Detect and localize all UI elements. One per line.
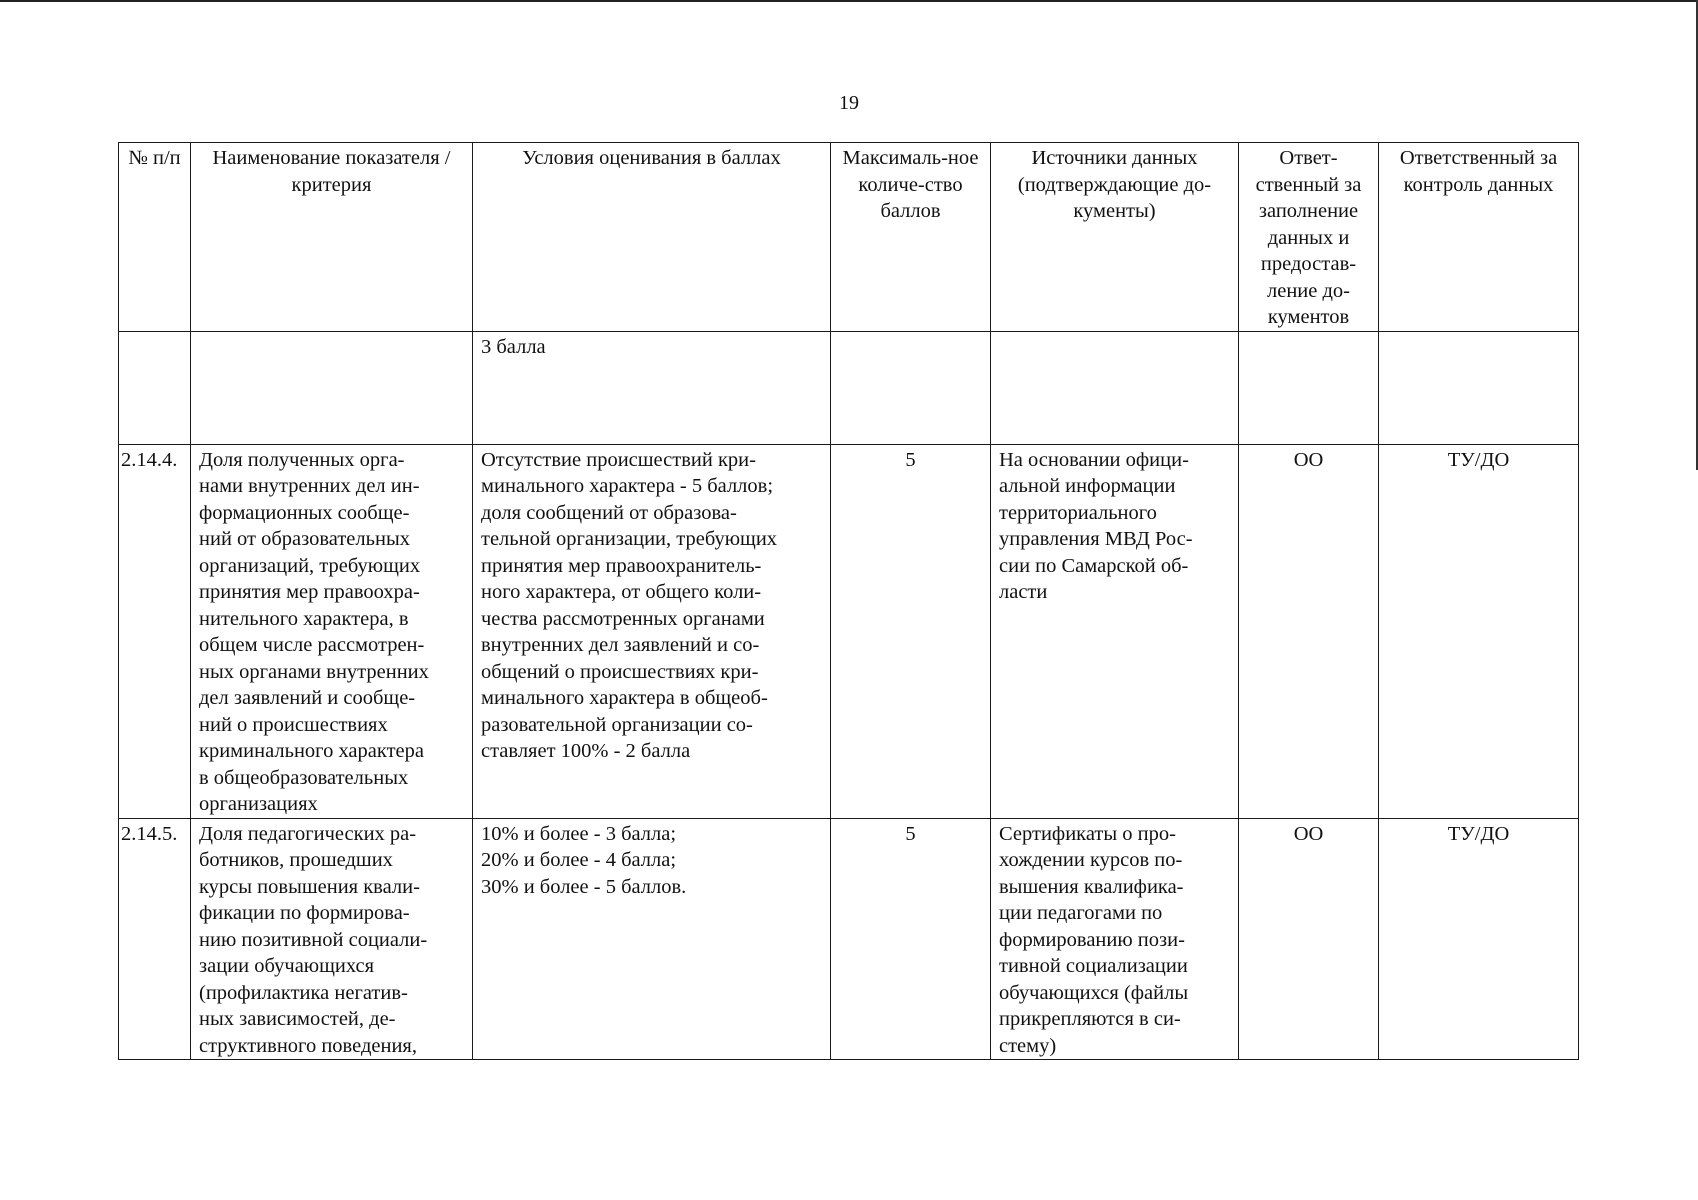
- cell-name: Доля полученных орга- нами внутренних дел ин- формационных сообще- ний от образовательных организаций, требующих принятия мер правоохра- нительного характера, в общем числе рассмотрен- ных органами внутренних дел заявлений и сообще- ний о происшествиях криминального характера в общеобразовательных организациях: [191, 444, 473, 818]
- page-number: 19: [839, 92, 859, 114]
- header-no: № п/п: [119, 143, 191, 332]
- cell-data-sources: [991, 331, 1239, 444]
- cell-no: 2.14.5.: [119, 818, 191, 1060]
- cell-conditions: 10% и более - 3 балла; 20% и более - 4 балла; 30% и более - 5 баллов.: [473, 818, 831, 1060]
- cell-no: [119, 331, 191, 444]
- header-conditions: Условия оценивания в баллах: [473, 143, 831, 332]
- table-header-row: [119, 143, 1579, 332]
- cell-conditions: 3 балла: [473, 331, 831, 444]
- cell-no: 2.14.4.: [119, 444, 191, 818]
- cell-data-sources: Сертификаты о про- хождении курсов по- вышения квалифика- ции педагогами по формированию пози- тивной социализации обучающихся (файлы прикрепляются в си- стему): [991, 818, 1239, 1060]
- cell-data-sources: На основании офици- альной информации территориального управления МВД Рос- сии по Самарской об- ласти: [991, 444, 1239, 818]
- header-data-sources: Источники данных (подтверждающие до-кументы): [991, 143, 1239, 332]
- cell-responsible-control: ТУ/ДО: [1379, 818, 1579, 1060]
- cell-responsible-filling: ОО: [1239, 444, 1379, 818]
- header-responsible-control: Ответственный за контроль данных: [1379, 143, 1579, 332]
- scan-edge-top: [0, 0, 1698, 2]
- cell-name: Доля педагогических ра- ботников, прошедших курсы повышения квали- фикации по формирова- нию позитивной социали- зации обучающихся (профилактика негатив- ных зависимостей, де- структивного поведения,: [191, 818, 473, 1060]
- table-row: [119, 331, 1579, 444]
- cell-max-points: 5: [831, 444, 991, 818]
- cell-responsible-control: [1379, 331, 1579, 444]
- cell-responsible-filling: [1239, 331, 1379, 444]
- header-max-points: Максималь-ное количе-ство баллов: [831, 143, 991, 332]
- cell-responsible-control: ТУ/ДО: [1379, 444, 1579, 818]
- cell-max-points: 5: [831, 818, 991, 1060]
- header-responsible-filling: Ответ-ственный за заполнение данных и предостав-ление до-кументов: [1239, 143, 1379, 332]
- criteria-table: [118, 142, 1579, 1060]
- table-row: [119, 818, 1579, 1060]
- cell-max-points: [831, 331, 991, 444]
- cell-name: [191, 331, 473, 444]
- header-name: Наименование показателя / критерия: [191, 143, 473, 332]
- cell-responsible-filling: ОО: [1239, 818, 1379, 1060]
- table-row: [119, 444, 1579, 818]
- cell-conditions: Отсутствие происшествий кри- минального характера - 5 баллов; доля сообщений от образова- тельной организации, требующих принятия мер правоохранитель- ного характера, от общего коли- чества рассмотренных органами внутренних дел заявлений и со- общений о происшествиях кри- минального характера в общеоб- разовательной организации со- ставляет 100% - 2 балла: [473, 444, 831, 818]
